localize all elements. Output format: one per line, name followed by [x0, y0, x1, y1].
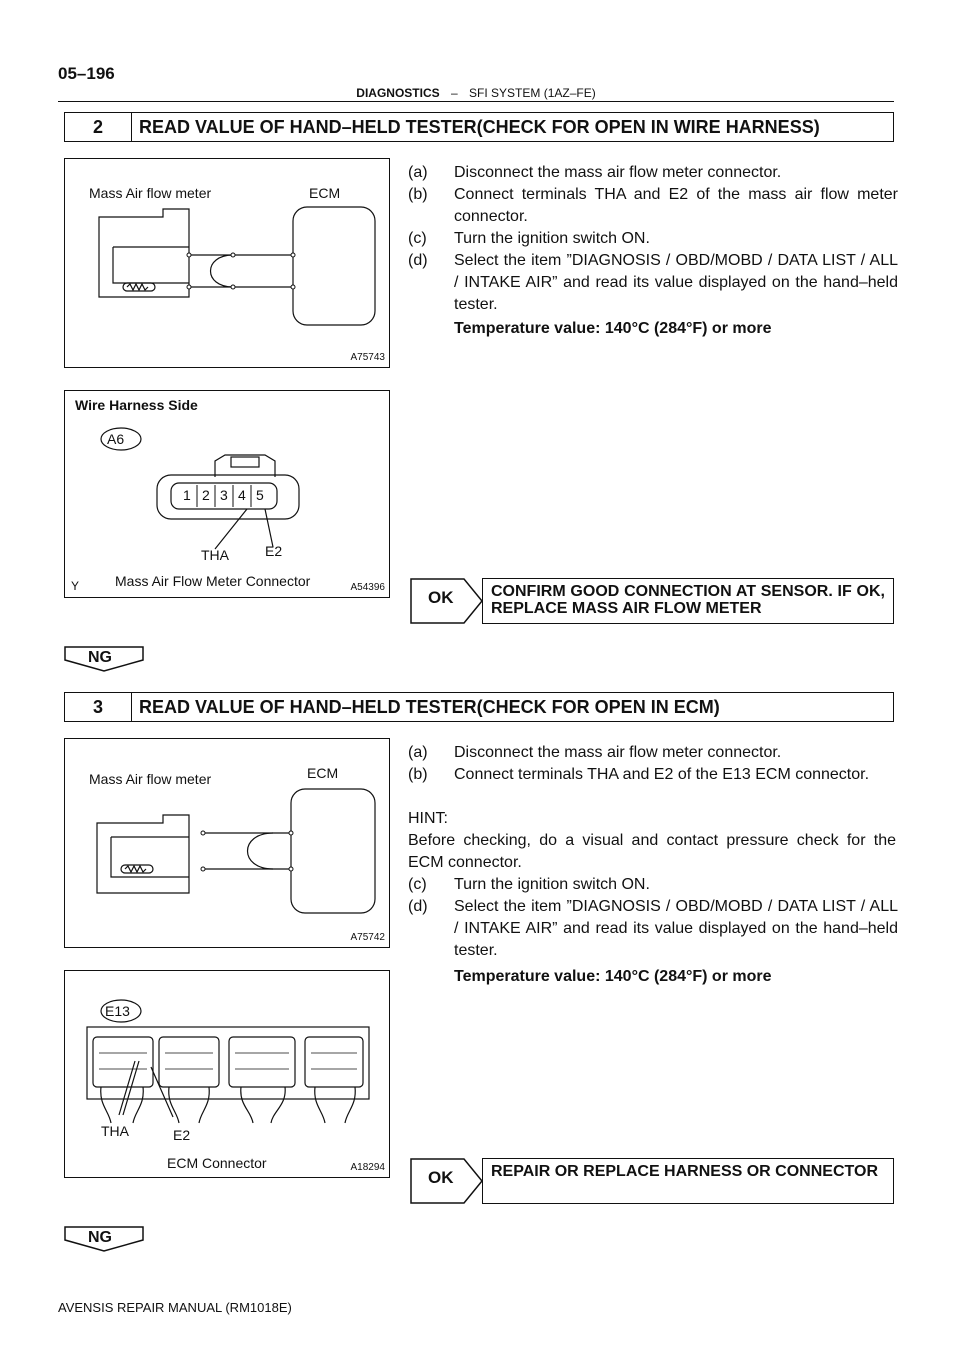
step3-item-c: (c) Turn the ignition switch ON.: [408, 876, 650, 893]
header-separator: –: [450, 86, 458, 100]
fig3-ecm-label: ECM: [307, 765, 339, 781]
header-section: DIAGNOSTICS: [356, 86, 440, 100]
ok-label-2: OK: [428, 1168, 454, 1187]
fig2-caption: Mass Air Flow Meter Connector: [115, 573, 311, 589]
step3-hint-text: Before checking, do a visual and contact pressure check for the ECM connector.: [408, 832, 896, 871]
fig4-code: A18294: [350, 1162, 385, 1173]
step2-ng-result: [64, 646, 144, 672]
pin-5: 5: [256, 487, 264, 503]
step2-item-a: (a) Disconnect the mass air flow meter connector.: [408, 164, 782, 181]
fig3-maf-label: Mass Air flow meter: [89, 771, 212, 787]
ng-label: NG: [88, 649, 112, 666]
step-2-title: READ VALUE OF HAND–HELD TESTER(CHECK FOR OPEN IN WIRE HARNESS): [139, 116, 820, 137]
figure-maf-ecm-diagram: [64, 158, 390, 368]
step3-item-a: (a) Disconnect the mass air flow meter connector.: [408, 744, 782, 761]
running-header: [58, 86, 894, 100]
ok-action-text-2: REPAIR OR REPLACE HARNESS OR CONNECTOR: [482, 1158, 894, 1204]
fig3-code: A75742: [350, 932, 385, 943]
page-number: 05–196: [58, 64, 115, 83]
fig1-maf-label: Mass Air flow meter: [89, 185, 212, 201]
ng-label-2: NG: [88, 1229, 112, 1246]
fig1-ecm-label: ECM: [309, 185, 341, 201]
step3-spec: Temperature value: 140°C (284°F) or more: [454, 968, 772, 985]
figure-ecm-connector: [64, 970, 390, 1178]
step-3-header: [64, 692, 894, 722]
step2-item-d: (d) Select the item ”DIAGNOSIS / OBD/MOBD / DATA LIST / ALL / INTAKE AIR” and read its value displayed on the hand–held tester.: [408, 252, 898, 313]
figure-maf-connector: [64, 390, 390, 598]
fig1-code: A75743: [350, 352, 385, 363]
ok-action-text: CONFIRM GOOD CONNECTION AT SENSOR. IF OK, REPLACE MASS AIR FLOW METER: [482, 578, 894, 624]
pin-e2-label: E2: [265, 543, 283, 559]
fig2-corner-mark: Y: [71, 579, 80, 593]
step2-spec: Temperature value: 140°C (284°F) or more: [454, 320, 772, 337]
fig2-code: A54396: [350, 582, 385, 593]
header-rule: [58, 101, 894, 102]
pin-1: 1: [183, 487, 191, 503]
pin-2: 2: [202, 487, 210, 503]
step-3-number: 3: [65, 693, 132, 721]
step2-item-b: (b) Connect terminals THA and E2 of the mass air flow meter connector.: [408, 186, 898, 225]
step3-hint-label: HINT:: [408, 810, 448, 827]
step-2-number: 2: [65, 113, 132, 141]
step2-item-c: (c) Turn the ignition switch ON.: [408, 230, 650, 247]
ok-label: OK: [428, 588, 454, 607]
header-subsection: SFI SYSTEM (1AZ–FE): [469, 86, 596, 100]
step2-ok-result: [410, 578, 894, 624]
step-3-title: READ VALUE OF HAND–HELD TESTER(CHECK FOR OPEN IN ECM): [139, 696, 720, 717]
pin-tha-label: THA: [201, 547, 229, 563]
figure-maf-ecm-diagram-2: [64, 738, 390, 948]
fig4-pin-tha-label: THA: [101, 1123, 129, 1139]
fig2-tag: A6: [107, 431, 125, 447]
fig4-pin-e2-label: E2: [173, 1127, 191, 1143]
fig2-title: Wire Harness Side: [75, 397, 198, 413]
pin-4: 4: [238, 487, 246, 503]
step3-item-d: (d) Select the item ”DIAGNOSIS / OBD/MOBD / DATA LIST / ALL / INTAKE AIR” and read its value displayed on the hand–held tester.: [408, 898, 898, 959]
fig4-tag: E13: [105, 1003, 130, 1019]
maf-connector-drawing: [65, 391, 391, 599]
page-footer: AVENSIS REPAIR MANUAL (RM1018E): [58, 1300, 292, 1315]
step3-ng-result: [64, 1226, 144, 1252]
fig4-caption: ECM Connector: [167, 1155, 267, 1171]
pin-3: 3: [220, 487, 228, 503]
step-2-header: [64, 112, 894, 142]
step3-ok-result: [410, 1158, 894, 1204]
step3-item-b: (b) Connect terminals THA and E2 of the E13 ECM connector.: [408, 766, 870, 783]
